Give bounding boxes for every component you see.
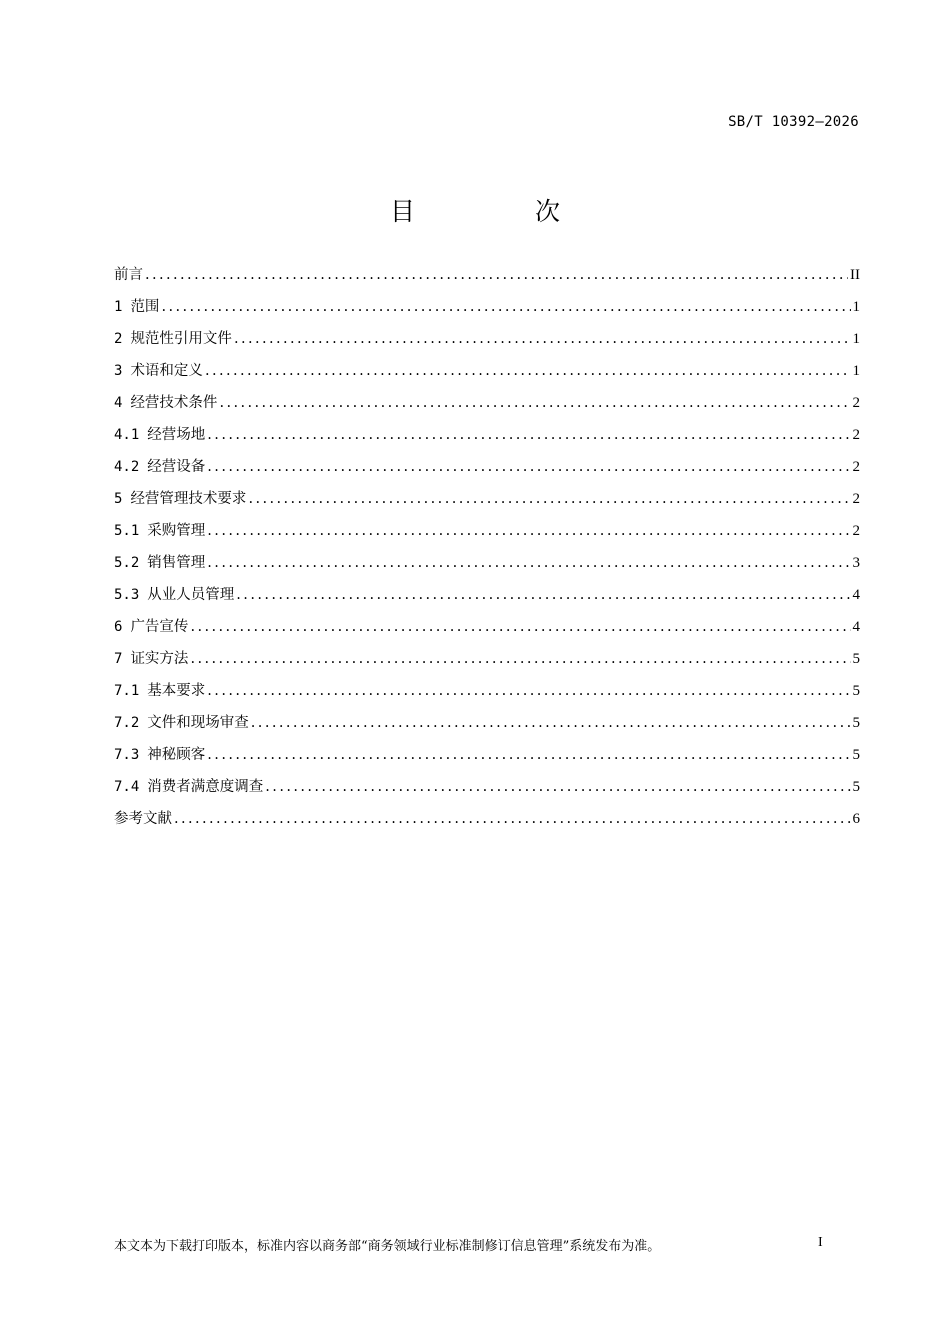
toc-entry-page: 5: [852, 747, 860, 763]
toc-entry[interactable]: [114, 487, 860, 519]
toc-dot-leader: [174, 811, 851, 827]
toc-dot-leader: [236, 587, 850, 603]
toc-entry-page: 2: [852, 395, 860, 411]
toc-entry[interactable]: [114, 391, 860, 423]
toc-entry-page: 5: [852, 779, 860, 795]
toc-entry-label: 广告宣传: [130, 619, 189, 635]
toc-entry-page: 6: [852, 811, 860, 827]
toc-dot-leader: [207, 459, 850, 475]
page-title: 目 次: [390, 197, 616, 226]
toc-dot-leader: [145, 267, 848, 283]
toc-entry-page: 2: [852, 459, 860, 475]
table-of-contents: [114, 263, 860, 839]
toc-entry-number: 5.3: [114, 587, 140, 603]
toc-entry-label: 基本要求: [147, 683, 206, 699]
toc-entry-label: 经营设备: [147, 459, 206, 475]
toc-entry-number: 7.3: [114, 747, 140, 763]
toc-entry-page: 2: [852, 523, 860, 539]
toc-entry[interactable]: [114, 455, 860, 487]
toc-dot-leader: [265, 779, 850, 795]
toc-entry-number: 3: [114, 363, 123, 379]
toc-dot-leader: [207, 427, 850, 443]
toc-entry-page: 1: [852, 331, 860, 347]
toc-dot-leader: [207, 555, 850, 571]
toc-entry[interactable]: [114, 807, 860, 839]
toc-entry-page: 4: [852, 587, 860, 603]
toc-entry[interactable]: [114, 743, 860, 775]
toc-entry[interactable]: [114, 295, 860, 327]
toc-entry-page: 5: [852, 715, 860, 731]
toc-entry-label: 采购管理: [147, 523, 206, 539]
toc-entry-number: 5.2: [114, 555, 140, 571]
toc-entry-number: 2: [114, 331, 123, 347]
toc-entry-number: 7.1: [114, 683, 140, 699]
toc-dot-leader: [190, 619, 850, 635]
toc-entry[interactable]: [114, 359, 860, 391]
toc-dot-leader: [207, 683, 850, 699]
document-code: SB/T 10392—2026: [728, 114, 859, 130]
toc-entry-label: 神秘顾客: [147, 747, 206, 763]
toc-entry[interactable]: [114, 551, 860, 583]
toc-entry-page: 5: [852, 683, 860, 699]
toc-entry-number: 4.2: [114, 459, 140, 475]
toc-entry-label: 消费者满意度调查: [147, 779, 264, 795]
toc-entry[interactable]: [114, 615, 860, 647]
toc-entry-page: 3: [852, 555, 860, 571]
toc-entry-number: 4: [114, 395, 123, 411]
toc-entry[interactable]: [114, 775, 860, 807]
toc-entry-label: 经营技术条件: [130, 395, 218, 411]
toc-entry[interactable]: [114, 679, 860, 711]
toc-entry-page: II: [850, 267, 860, 283]
footer-page-number: I: [818, 1235, 823, 1250]
toc-entry-label: 参考文献: [114, 811, 172, 827]
toc-entry-page: 5: [852, 651, 860, 667]
toc-entry[interactable]: [114, 519, 860, 551]
toc-entry-number: 7: [114, 651, 123, 667]
toc-entry[interactable]: [114, 423, 860, 455]
toc-entry-label: 销售管理: [147, 555, 206, 571]
toc-entry[interactable]: [114, 647, 860, 679]
toc-dot-leader: [234, 331, 851, 347]
toc-entry-number: 5.1: [114, 523, 140, 539]
toc-entry-number: 7.2: [114, 715, 140, 731]
toc-entry-label: 从业人员管理: [147, 587, 235, 603]
toc-entry[interactable]: [114, 583, 860, 615]
toc-entry-page: 4: [852, 619, 860, 635]
toc-dot-leader: [207, 747, 850, 763]
toc-entry-page: 2: [852, 427, 860, 443]
toc-dot-leader: [219, 395, 850, 411]
toc-entry[interactable]: [114, 263, 860, 295]
toc-entry-number: 5: [114, 491, 123, 507]
toc-entry-label: 经营管理技术要求: [130, 491, 247, 507]
toc-entry-label: 范围: [130, 299, 160, 315]
toc-entry-label: 规范性引用文件: [130, 331, 232, 347]
toc-entry-page: 1: [852, 363, 860, 379]
toc-entry-number: 4.1: [114, 427, 140, 443]
toc-dot-leader: [248, 491, 850, 507]
toc-dot-leader: [190, 651, 850, 667]
footer-note: 本文本为下载打印版本，标准内容以商务部“商务领域行业标准制修订信息管理”系统发布为准。: [114, 1239, 661, 1254]
toc-entry[interactable]: [114, 711, 860, 743]
toc-entry-page: 1: [852, 299, 860, 315]
toc-entry-label: 文件和现场审查: [147, 715, 249, 731]
toc-dot-leader: [205, 363, 851, 379]
toc-entry-label: 前言: [114, 267, 143, 283]
toc-entry-label: 证实方法: [130, 651, 189, 667]
toc-entry-number: 1: [114, 299, 123, 315]
toc-entry-page: 2: [852, 491, 860, 507]
toc-entry-number: 7.4: [114, 779, 140, 795]
toc-dot-leader: [251, 715, 851, 731]
toc-entry-label: 术语和定义: [130, 363, 203, 379]
toc-dot-leader: [207, 523, 850, 539]
toc-entry[interactable]: [114, 327, 860, 359]
toc-entry-number: 6: [114, 619, 123, 635]
toc-entry-label: 经营场地: [147, 427, 206, 443]
toc-dot-leader: [161, 299, 850, 315]
